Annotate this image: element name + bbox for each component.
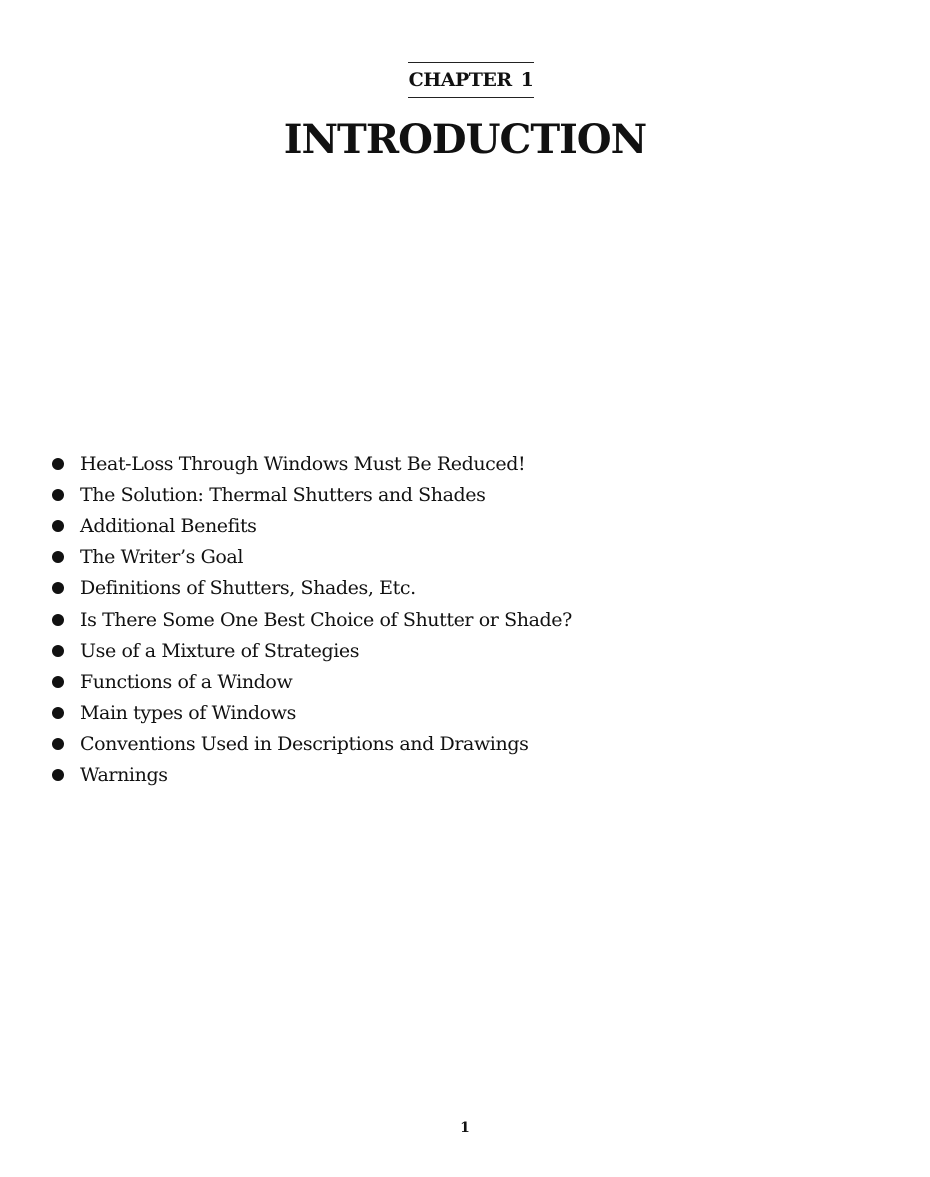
- bullet-icon: [52, 489, 64, 501]
- chapter-title: INTRODUCTION: [283, 116, 647, 163]
- topic-item: [52, 729, 572, 760]
- chapter-word: CHAPTER: [408, 69, 512, 91]
- topic-label: Use of a Mixture of Strategies: [80, 639, 360, 662]
- bullet-icon: [52, 676, 64, 688]
- topic-item: [52, 635, 572, 666]
- chapter-label: [408, 62, 534, 98]
- page-number: 1: [460, 1120, 470, 1136]
- bullet-icon: [52, 582, 64, 594]
- topic-item: [52, 666, 572, 697]
- topic-label: Conventions Used in Descriptions and Drawings: [80, 733, 529, 756]
- bullet-icon: [52, 458, 64, 470]
- topic-label: Definitions of Shutters, Shades, Etc.: [80, 577, 416, 600]
- topic-label: Functions of a Window: [80, 670, 293, 693]
- chapter-number: 1: [520, 69, 534, 91]
- topic-item: [52, 760, 572, 791]
- topic-label: Heat-Loss Through Windows Must Be Reduced!: [80, 452, 526, 475]
- topic-item: [52, 448, 572, 479]
- topic-list: [52, 448, 572, 791]
- topic-label: Warnings: [80, 764, 168, 787]
- bullet-icon: [52, 520, 64, 532]
- topic-label: The Solution: Thermal Shutters and Shades: [80, 483, 486, 506]
- topic-label: Main types of Windows: [80, 702, 296, 725]
- topic-label: Is There Some One Best Choice of Shutter or Shade?: [80, 608, 572, 631]
- topic-label: The Writer’s Goal: [80, 546, 244, 569]
- bullet-icon: [52, 707, 64, 719]
- topic-item: [52, 573, 572, 604]
- topic-item: [52, 542, 572, 573]
- bullet-icon: [52, 614, 64, 626]
- topic-item: [52, 698, 572, 729]
- topic-label: Additional Benefits: [80, 514, 257, 537]
- bullet-icon: [52, 738, 64, 750]
- topic-item: [52, 604, 572, 635]
- topic-item: [52, 479, 572, 510]
- bullet-icon: [52, 645, 64, 657]
- bullet-icon: [52, 769, 64, 781]
- topic-item: [52, 510, 572, 541]
- bullet-icon: [52, 551, 64, 563]
